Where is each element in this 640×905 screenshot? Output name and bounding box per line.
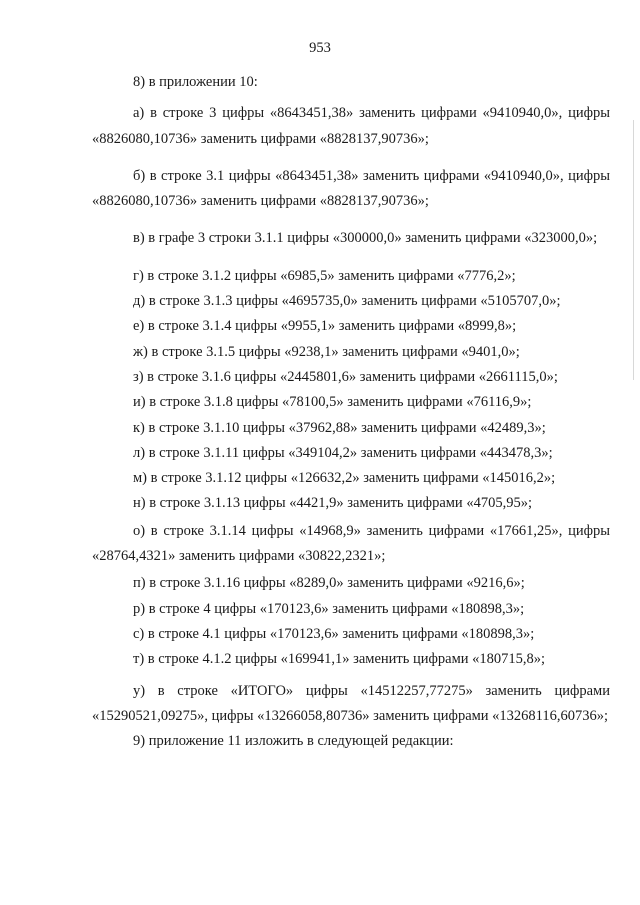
paragraph-item-u: у) в строке «ИТОГО» цифры «14512257,77275» заменить цифрами «15290521,09275», цифры «13266058,80736» заменить цифрами «13268116,60736»; <box>92 682 610 724</box>
paragraph-item-v: в) в графе 3 строки 3.1.1 цифры «300000,0» заменить цифрами «323000,0»; <box>133 230 598 247</box>
paragraph-item-o: о) в строке 3.1.14 цифры «14968,9» заменить цифрами «17661,25», цифры «28764,4321» заменить цифрами «30822,2321»; <box>92 522 610 565</box>
paragraph-item-m: м) в строке 3.1.12 цифры «126632,2» заменить цифрами «145016,2»; <box>133 470 556 487</box>
paragraph-item-g: г) в строке 3.1.2 цифры «6985,5» заменить цифрами «7776,2»; <box>133 267 516 284</box>
paragraph-item-i: и) в строке 3.1.8 цифры «78100,5» заменить цифрами «76116,9»; <box>133 394 532 411</box>
paragraph-item-n: н) в строке 3.1.13 цифры «4421,9» заменить цифрами «4705,95»; <box>133 495 532 512</box>
document-body <box>92 70 610 754</box>
paragraph-item-b: б) в строке 3.1 цифры «8643451,38» заменить цифрами «9410940,0», цифры «8826080,10736» заменить цифрами «8828137,90736»; <box>92 167 610 210</box>
paragraph-9-heading: 9) приложение 11 изложить в следующей редакции: <box>133 733 454 750</box>
paragraph-item-a: а) в строке 3 цифры «8643451,38» заменить цифрами «9410940,0», цифры «8826080,10736» заменить цифрами «8828137,90736»; <box>92 105 610 147</box>
paragraph-item-d: д) в строке 3.1.3 цифры «4695735,0» заменить цифрами «5105707,0»; <box>133 293 561 310</box>
scan-edge-mark <box>633 120 634 380</box>
paragraph-item-s: с) в строке 4.1 цифры «170123,6» заменить цифрами «180898,3»; <box>133 625 535 642</box>
paragraph-item-t: т) в строке 4.1.2 цифры «169941,1» заменить цифрами «180715,8»; <box>133 651 546 668</box>
page-number: 953 <box>309 40 331 56</box>
paragraph-item-zh: ж) в строке 3.1.5 цифры «9238,1» заменить цифрами «9401,0»; <box>133 343 520 360</box>
paragraph-item-l: л) в строке 3.1.11 цифры «349104,2» заменить цифрами «443478,3»; <box>133 444 553 461</box>
paragraph-item-k: к) в строке 3.1.10 цифры «37962,88» заменить цифрами «42489,3»; <box>133 419 546 436</box>
paragraph-8-heading: 8) в приложении 10: <box>133 74 258 90</box>
paragraph-item-e: е) в строке 3.1.4 цифры «9955,1» заменить цифрами «8999,8»; <box>133 318 517 335</box>
paragraph-item-p: п) в строке 3.1.16 цифры «8289,0» заменить цифрами «9216,6»; <box>133 575 525 592</box>
paragraph-item-z: з) в строке 3.1.6 цифры «2445801,6» заменить цифрами «2661115,0»; <box>133 368 558 385</box>
paragraph-item-r: р) в строке 4 цифры «170123,6» заменить цифрами «180898,3»; <box>133 600 525 617</box>
